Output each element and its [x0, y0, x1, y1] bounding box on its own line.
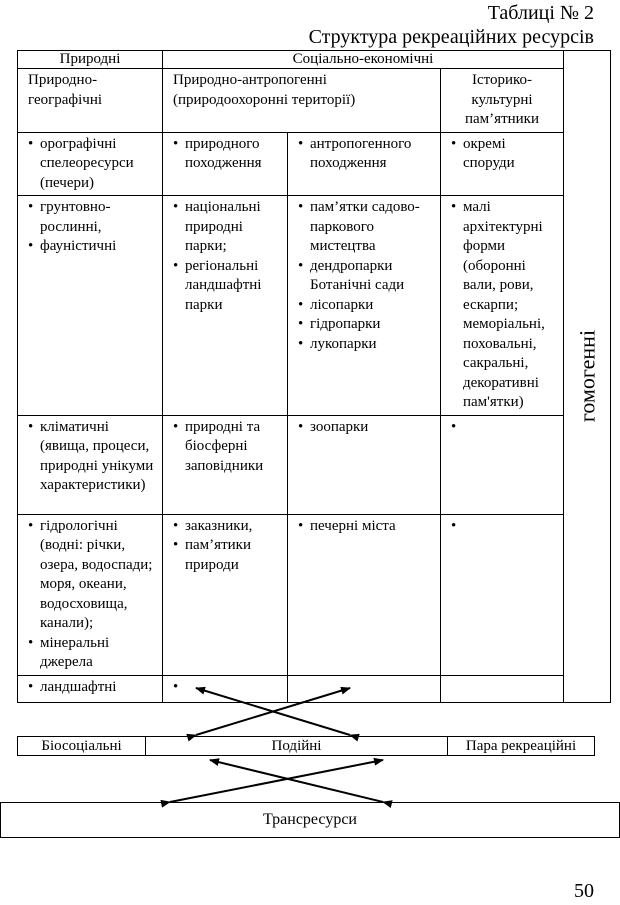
cell-r2-c1 [18, 196, 163, 416]
list-item: • кліматичні (явища, процеси, природні унікуми характеристики) [28, 418, 156, 496]
cell-r3-c1 [18, 415, 163, 514]
cell-r4-c1 [18, 514, 163, 675]
category-para-recreational: Пара рекреаційні [465, 738, 577, 754]
table-title: Структура рекреаційних ресурсів [308, 26, 594, 48]
cell-r2-c3 [288, 196, 441, 416]
list-item: • фауністичні [28, 237, 156, 257]
list-item: • печерні міста [298, 517, 434, 537]
list-item: • пам’ятики природи [173, 536, 281, 575]
arrow-lower-right-to-left [210, 760, 383, 802]
page-number: 50 [574, 880, 594, 902]
list-item: • антропогенного походження [298, 135, 434, 174]
list-item: • грунтовно-рослинні, [28, 198, 156, 237]
cell-r1-c1 [18, 132, 163, 196]
cell-r4-c4 [441, 514, 564, 675]
header-historical-cultural: Історико-культурні пам’ятники [441, 69, 564, 133]
cell-r3-c3 [288, 415, 441, 514]
list-item: • ландшафтні [28, 678, 156, 698]
list-item: • гідропарки [298, 315, 434, 335]
list-item: • дендропарки Ботанічні сади [298, 257, 434, 296]
side-column [564, 51, 611, 703]
list-item: • окремі споруди [451, 135, 557, 174]
cell-r3-c2 [163, 415, 288, 514]
header-natural-geographic: Природно-географічні [18, 69, 163, 133]
list-item: • природного походження [173, 135, 281, 174]
cell-r4-c3 [288, 514, 441, 675]
cell-r5-c2 [163, 675, 288, 702]
list-item: • регіональні ландшафтні парки [173, 257, 281, 316]
list-item: • пам’ятки садово-паркового мистецтва [298, 198, 434, 257]
resources-table [17, 50, 611, 703]
arrow-lower-left-to-right [170, 760, 383, 802]
trans-resources-box: Трансресурси [0, 802, 620, 838]
cell-r1-c4 [441, 132, 564, 196]
cell-r1-c2 [163, 132, 288, 196]
cell-r2-c2 [163, 196, 288, 416]
list-item: • зоопарки [298, 418, 434, 438]
list-item: • лукопарки [298, 335, 434, 355]
category-biosocial: Біосоціальні [18, 737, 146, 755]
cell-r4-c2 [163, 514, 288, 675]
side-label: гомогенні [574, 330, 600, 423]
list-item: • національні природні парки; [173, 198, 281, 257]
list-item: • мінеральні джерела [28, 634, 156, 673]
list-item: • гідрологічні (водні: річки, озера, водоспади; моря, океани, водосховища, канали); [28, 517, 156, 634]
cell-r5-c4 [441, 675, 564, 702]
cell-r2-c4 [441, 196, 564, 416]
header-natural-anthropogenic: Природно-антропогенні (природоохоронні території) [163, 69, 441, 133]
list-item: • орографічні спелеоресурси (печери) [28, 135, 156, 194]
category-eventful: Подійні [146, 737, 448, 755]
cell-r1-c3 [288, 132, 441, 196]
list-item: • малі архітектурні форми (оборонні вали, рови, ескарпи; меморіальні, поховальні, сакральні, декоративні пам'ятки) [451, 198, 557, 413]
cell-r3-c4 [441, 415, 564, 514]
cell-r5-c1 [18, 675, 163, 702]
header-natural: Природні [18, 51, 163, 69]
list-item: • заказники, [173, 517, 281, 537]
table-number: Таблиці № 2 [487, 2, 594, 24]
header-socio-economic: Соціально-економічні [163, 51, 564, 69]
cell-r5-c3 [288, 675, 441, 702]
bottom-categories [17, 736, 595, 756]
list-item: • природні та біосферні заповідники [173, 418, 281, 477]
list-item: • лісопарки [298, 296, 434, 316]
